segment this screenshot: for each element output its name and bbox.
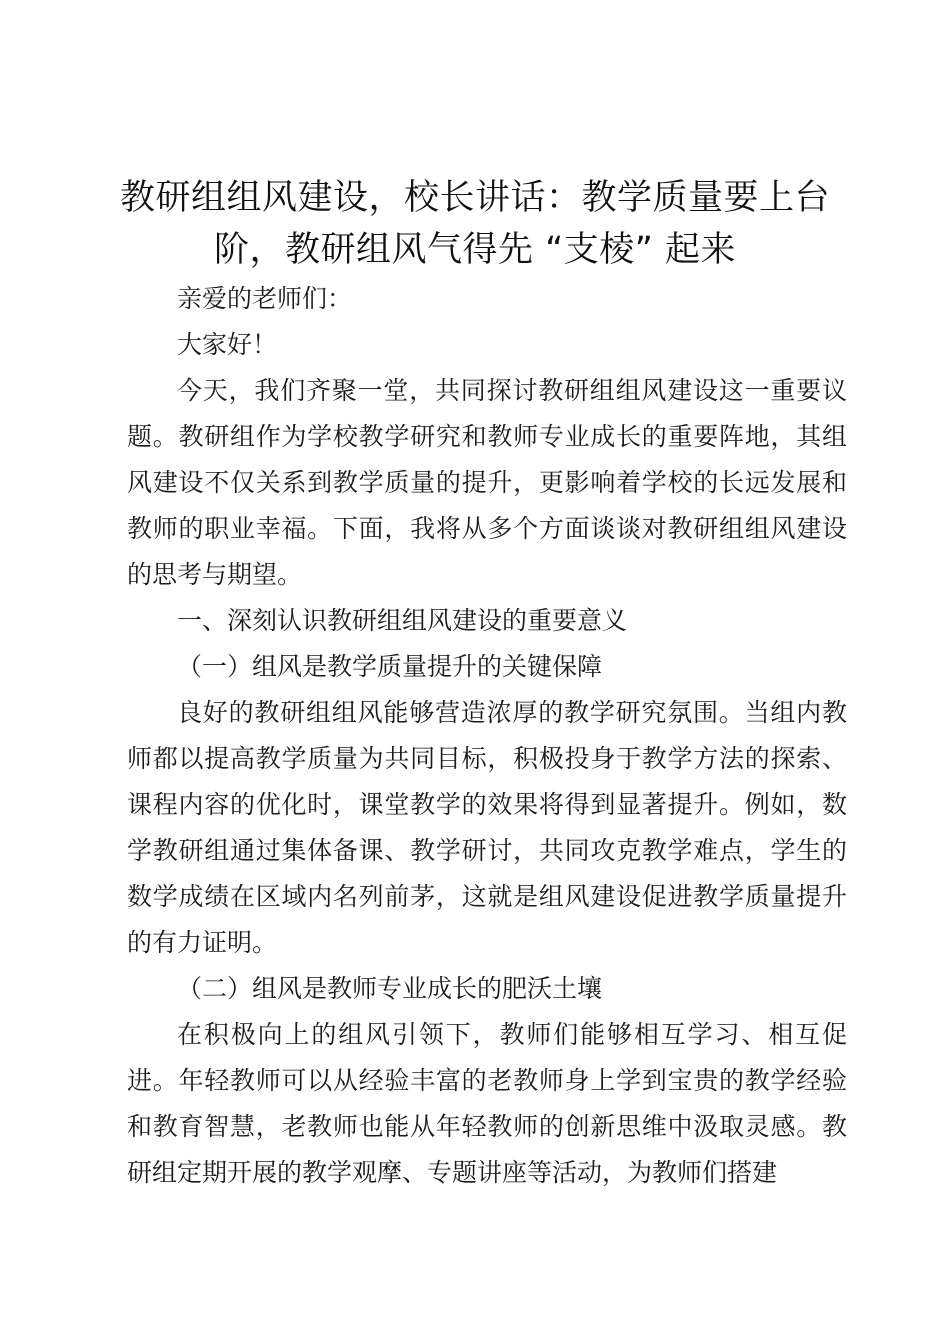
title-line-1: 教研组组风建设，校长讲话：教学质量要上台 — [119, 178, 830, 218]
document-title — [110, 172, 840, 276]
intro-paragraph: 今天，我们齐聚一堂，共同探讨教研组组风建设这一重要议题。教研组作为学校教学研究和教师专业成长的重要阵地，其组风建设不仅关系到教学质量的提升，更影响着学校的长远发展和教师的职业幸福。下面，我将从多个方面谈谈对教研组组风建设的思考与期望。 — [127, 376, 847, 589]
greeting: 大家好！ — [177, 330, 278, 359]
paragraph: 良好的教研组组风能够营造浓厚的教学研究氛围。当组内教师都以提高教学质量为共同目标，积极投身于教学方法的探索、课程内容的优化时，课堂教学的效果将得到显著提升。例如，数学教研组通过集体备课、教学研讨，共同攻克教学难点，学生的数学成绩在区域内名列前茅，这就是组风建设促进教学质量提升的有力证明。 — [127, 698, 847, 957]
subsection-heading-1: （一）组风是教学质量提升的关键保障 — [177, 652, 603, 681]
salutation: 亲爱的老师们： — [177, 284, 353, 313]
subsection-heading-2: （二）组风是教师专业成长的肥沃土壤 — [177, 974, 603, 1003]
section-heading-1: 一、深刻认识教研组组风建设的重要意义 — [177, 606, 628, 635]
paragraph: 在积极向上的组风引领下，教师们能够相互学习、相互促进。年轻教师可以从经验丰富的老教师身上学到宝贵的教学经验和教育智慧，老教师也能从年轻教师的创新思维中汲取灵感。教研组定期开展的教学观摩、专题讲座等活动，为教师们搭建 — [127, 1020, 847, 1187]
document-body — [127, 276, 847, 1196]
title-line-2: 阶，教研组风气得先 “支棱” 起来 — [213, 230, 737, 270]
